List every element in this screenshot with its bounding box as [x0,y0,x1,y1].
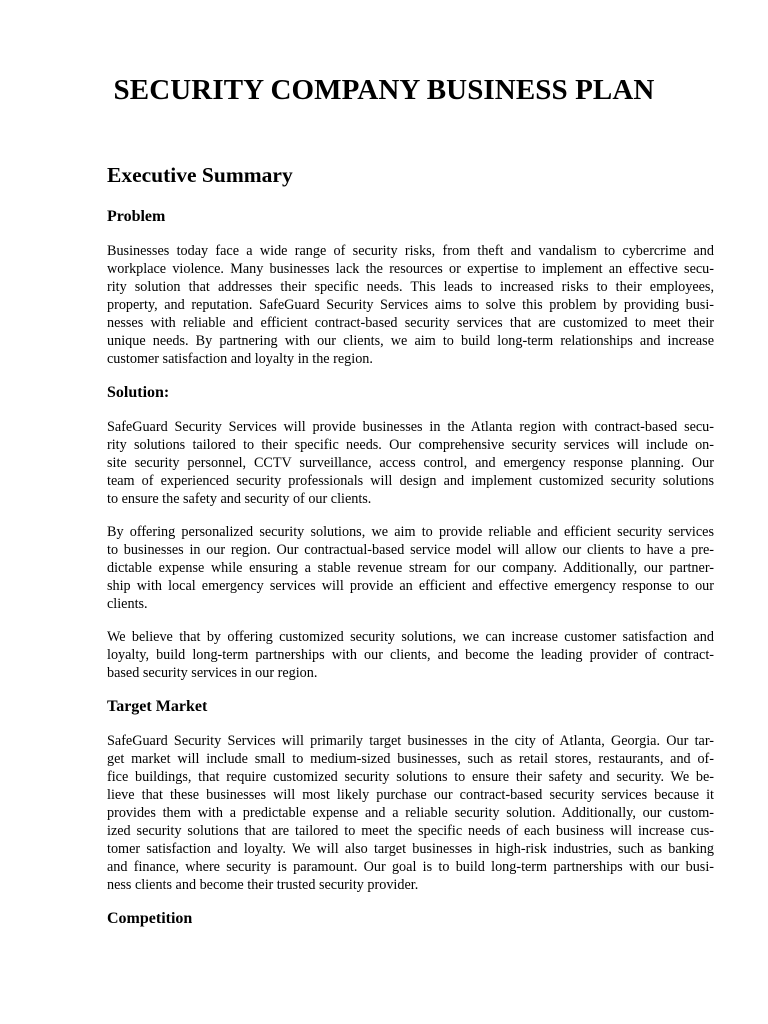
text-line: SafeGuard Security Services will provide businesses in the Atlanta region with contract-based secu- [107,419,714,435]
section-heading-executive-summary: Executive Summary [107,163,293,187]
text-line: By offering personalized security solutions, we aim to provide reliable and efficient security services [107,524,714,540]
paragraph-solution-3 [107,628,714,682]
subheading-target-market: Target Market [107,698,208,715]
text-line: to businesses in our region. Our contractual-based service model will allow our clients to have a pre- [107,542,714,558]
subheading-solution: Solution: [107,384,170,401]
text-line: property, and reputation. SafeGuard Security Services aims to solve this problem by providing busi- [107,297,714,313]
paragraph-solution-1 [107,418,714,508]
text-line: loyalty, build long-term partnerships with our clients, and become the leading provider of contract- [107,647,714,663]
subheading-problem: Problem [107,208,166,225]
text-line: We believe that by offering customized security solutions, we can increase customer satisfaction and [107,629,714,645]
text-line: unique needs. By partnering with our clients, we aim to build long-term relationships and increase [107,333,714,349]
text-line: to ensure the safety and security of our clients. [107,491,372,507]
text-line: customer satisfaction and loyalty in the region. [107,351,373,367]
paragraph-problem [107,242,714,368]
text-line: fice buildings, that require customized security solutions to ensure their safety and security. We be- [107,769,714,785]
document-page [107,0,714,1024]
text-line: tomer satisfaction and loyalty. We will also target businesses in high-risk industries, such as banking [107,841,714,857]
text-line: rity solutions tailored to their specific needs. Our comprehensive security services will include on- [107,437,714,453]
text-line: ness clients and become their trusted security provider. [107,877,419,893]
text-line: rity solution that addresses their specific needs. This leads to increased risks to their employees, [107,279,714,295]
text-line: get market will include small to medium-sized businesses, such as retail stores, restaurants, and of- [107,751,714,767]
text-line: lieve that these businesses will most likely purchase our contract-based security services because it [107,787,714,803]
document-title: SECURITY COMPANY BUSINESS PLAN [113,74,655,106]
text-line: team of experienced security professionals will design and implement customized security solutions [107,473,714,489]
text-line: Businesses today face a wide range of security risks, from theft and vandalism to cybercrime and [107,243,714,259]
text-line: ized security solutions that are tailored to meet the specific needs of each business will increase cus- [107,823,714,839]
text-line: site security personnel, CCTV surveillance, access control, and emergency response planning. Our [107,455,714,471]
text-line: SafeGuard Security Services will primarily target businesses in the city of Atlanta, Georgia. Our tar- [107,733,714,749]
text-line: workplace violence. Many businesses lack the resources or expertise to implement an effective secu- [107,261,714,277]
text-line: provides them with a predictable expense and a reliable security solution. Additionally, our custom- [107,805,714,821]
text-line: based security services in our region. [107,665,318,681]
paragraph-target-market [107,732,714,894]
text-line: clients. [107,596,148,612]
subheading-competition: Competition [107,910,193,927]
paragraph-solution-2 [107,523,714,613]
text-line: and finance, where security is paramount. Our goal is to build long-term partnerships with our busi- [107,859,714,875]
text-line: nesses with reliable and efficient contract-based security services that are customized to meet their [107,315,714,331]
text-line: ship with local emergency services will provide an efficient and effective emergency response to our [107,578,714,594]
text-line: dictable expense while ensuring a stable revenue stream for our company. Additionally, our partner- [107,560,714,576]
